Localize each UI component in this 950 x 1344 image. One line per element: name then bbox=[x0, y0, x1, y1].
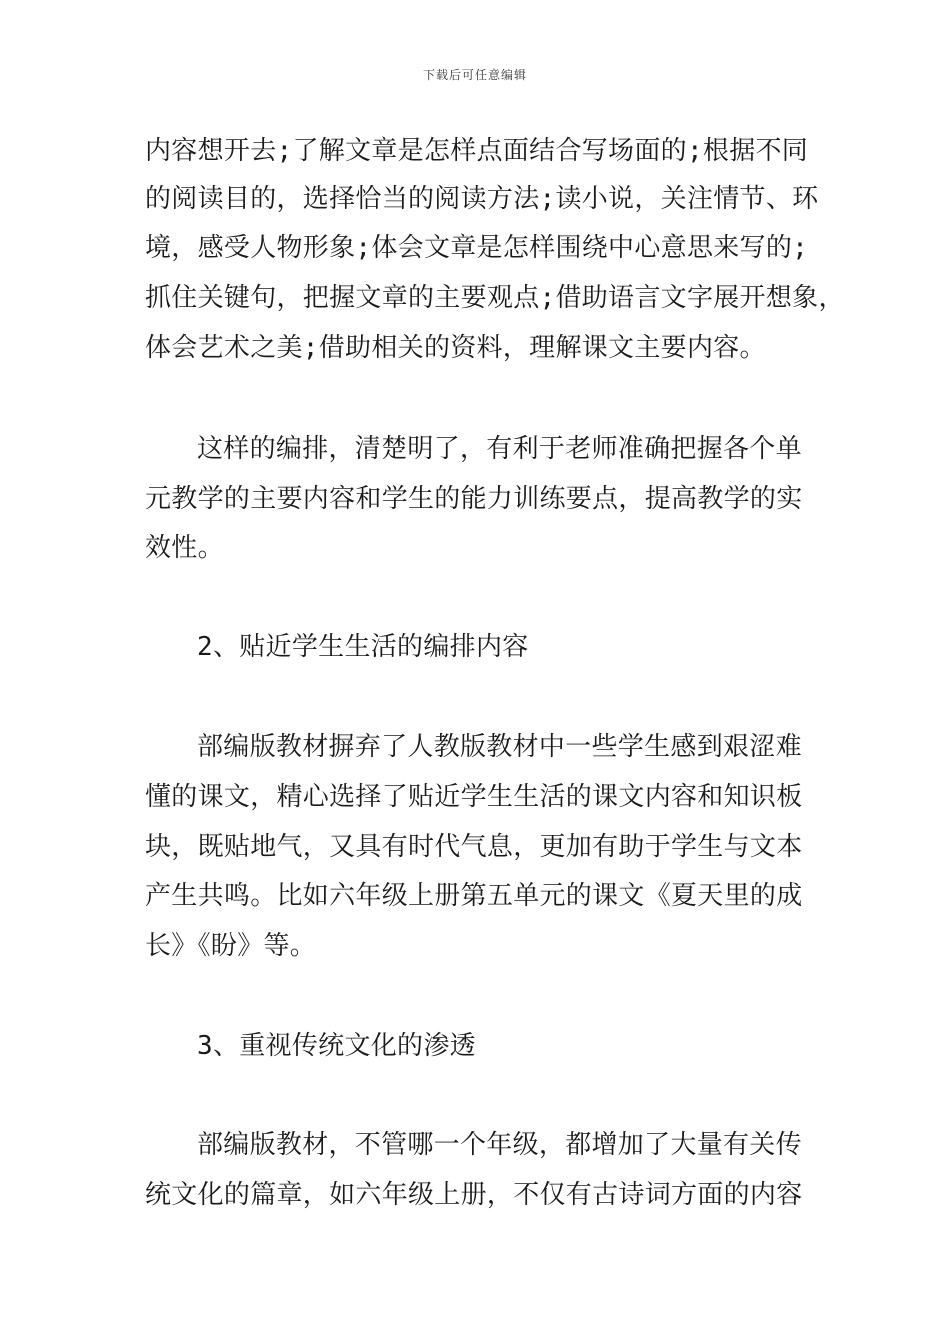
paragraph-2-line-1: 这样的编排，清楚明了，有利于老师准确把握各个单 bbox=[197, 434, 802, 464]
paragraph-3-line-2: 懂的课文，精心选择了贴近学生生活的课文内容和知识板 bbox=[145, 782, 803, 812]
section-heading-3: 3、重视传统文化的渗透 bbox=[197, 1031, 476, 1061]
section-heading-2: 2、贴近学生生活的编排内容 bbox=[197, 632, 529, 662]
paragraph-1-line-3: 境，感受人物形象;体会文章是怎样围绕中心意思来写的; bbox=[145, 233, 809, 263]
paragraph-1-line-5: 体会艺术之美;借助相关的资料，理解课文主要内容。 bbox=[145, 333, 766, 363]
paragraph-3-line-3: 块，既贴地气，又具有时代气息，更加有助于学生与文本 bbox=[145, 832, 803, 862]
paragraph-4-line-2: 统文化的篇章，如六年级上册，不仅有古诗词方面的内容 bbox=[145, 1180, 803, 1210]
paragraph-3-line-4: 产生共鸣。比如六年级上册第五单元的课文《夏天里的成 bbox=[145, 881, 803, 911]
page-header: 下载后可任意编辑 bbox=[422, 68, 527, 82]
paragraph-3-line-5: 长》《盼》等。 bbox=[145, 931, 317, 961]
paragraph-2-line-2: 元教学的主要内容和学生的能力训练要点，提高教学的实 bbox=[145, 484, 803, 514]
paragraph-3-line-1: 部编版教材摒弃了人教版教材中一些学生感到艰涩难 bbox=[197, 732, 802, 762]
paragraph-2-line-3: 效性。 bbox=[145, 533, 224, 563]
paragraph-1-line-4: 抓住关键句，把握文章的主要观点;借助语言文字展开想象， bbox=[145, 283, 845, 313]
paragraph-4-line-1: 部编版教材，不管哪一个年级，都增加了大量有关传 bbox=[197, 1130, 802, 1160]
paragraph-1-line-1: 内容想开去;了解文章是怎样点面结合写场面的;根据不同 bbox=[145, 136, 809, 166]
paragraph-1-line-2: 的阅读目的，选择恰当的阅读方法;读小说，关注情节、环 bbox=[145, 184, 819, 214]
